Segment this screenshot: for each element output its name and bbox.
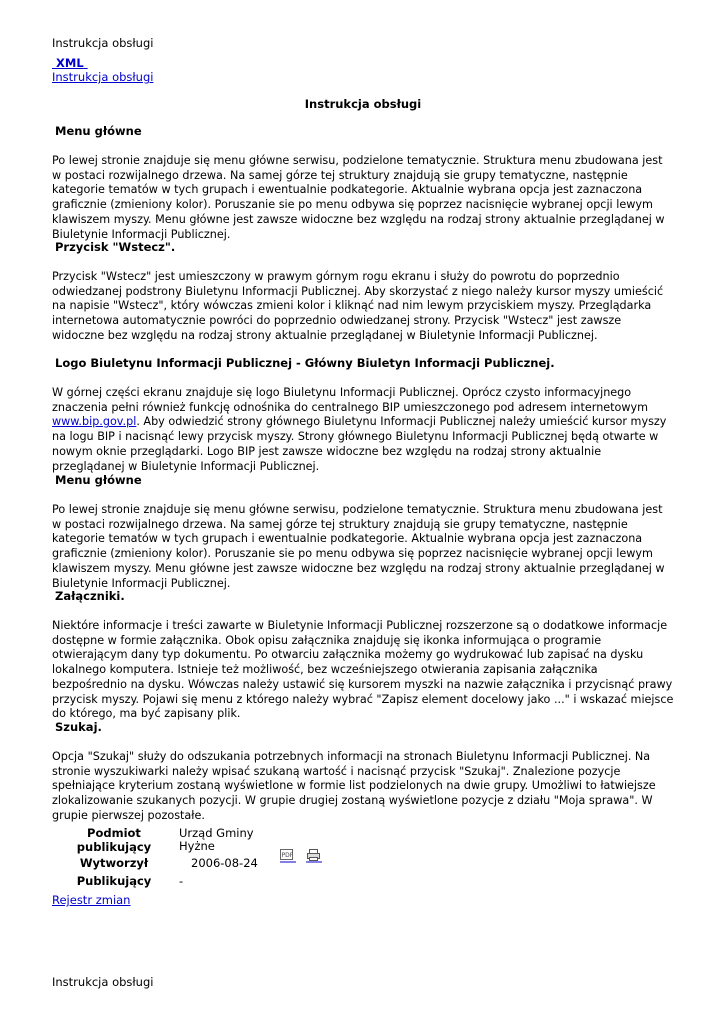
footer-title: Instrukcja obsługi bbox=[52, 975, 154, 989]
section-wstecz bbox=[52, 240, 674, 344]
breadcrumb-link[interactable]: Instrukcja obsługi bbox=[52, 70, 154, 84]
changes-register-link[interactable]: Rejestr zmian bbox=[52, 893, 131, 907]
published-value: - bbox=[179, 874, 184, 888]
breadcrumb[interactable] bbox=[52, 70, 153, 84]
xml-link[interactable] bbox=[52, 56, 88, 70]
section-logo bbox=[52, 356, 674, 474]
svg-text:PDF: PDF bbox=[281, 852, 294, 859]
xml-link-text[interactable]: XML bbox=[56, 56, 84, 70]
publisher-label: Podmiot publikujący bbox=[76, 826, 152, 854]
section-body: Po lewej stronie znajduje się menu główne serwisu, podzielone tematycznie. Struktura menu zbudowana jest w postaci rozwijalnego drzewa. Na samej górze tej struktury znajdują sie grupy tematyczne, następnie kategorie tematów w tych grupach i ewentualnie podkategorie. Aktualnie wybrana opcja jest zaznaczona graficznie (zmieniony kolor). Poruszanie sie po menu odbywa się poprzez nacisnięcie wybranej opcji lewym klawiszem myszy. Menu główne jest zawsze widoczne bez względu na rodzaj strony aktualnie przeglądanej w Biuletynie Informacji Publicznej. bbox=[52, 154, 665, 241]
section-body: Niektóre informacje i treści zawarte w Biuletynie Informacji Publicznej rozszerzone są o dodatkowe informacje dostępne w formie załącznika. Obok opisu załącznika znajduję się ikonka informująca o programie otwierającym dany typ dokumentu. Po otwarciu załącznika możemy go wydrukować lub zapisać na dysku lokalnego komputera. Istnieje też możliwość, bez wcześniejszego otwierania zapisania załącznika bezpośrednio na dysku. Wówczas należy ustawić się kursorem myszki na nazwie załącznika i przycisnąć prawy przycisk myszy. Pojawi się menu z którego należy wybrać "Zapisz element docelowy jako ..." i wskazać miejsce do którego, ma być zapisany plik. bbox=[52, 619, 674, 721]
section-body: Po lewej stronie znajduje się menu główne serwisu, podzielone tematycznie. Struktura menu zbudowana jest w postaci rozwijalnego drzewa. Na samej górze tej struktury znajdują sie grupy tematyczne, następnie kategorie tematów w tych grupach i ewentualnie podkategorie. Aktualnie wybrana opcja jest zaznaczona graficznie (zmieniony kolor). Poruszanie sie po menu odbywa się poprzez nacisnięcie wybranej opcji lewym klawiszem myszy. Menu główne jest zawsze widoczne bez względu na rodzaj strony aktualnie przeglądanej w Biuletynie Informacji Publicznej. bbox=[52, 503, 665, 590]
section-zalaczniki bbox=[52, 589, 674, 722]
section-heading: Menu główne bbox=[55, 473, 142, 487]
section-body: Opcja "Szukaj" służy do odszukania potrzebnych informacji na stronach Biuletynu Informacji Publicznej. Na stronie wyszukiwarki należy wpisać szukaną wartość i nacisnąć przycisk "Szukaj". Znalezione pozycje spełniające kryterium zostaną wyświetlone w formie list podzielonych na dwie grupy. Umożliwi to łatwiejsze zlokalizowanie szukanych pozycji. W grupie drugiej zostaną wyświetlone pozycje z działu "Moja sprawa". W grupie pierwszej pozostałe. bbox=[52, 750, 656, 822]
section-menu-glowne bbox=[52, 124, 674, 242]
published-label: Publikujący bbox=[76, 874, 152, 888]
changes-register[interactable] bbox=[52, 893, 130, 907]
section-heading: Załączniki. bbox=[55, 589, 125, 603]
section-szukaj bbox=[52, 720, 674, 824]
publisher-value: Urząd Gminy Hyżne bbox=[179, 826, 254, 853]
header-title: Instrukcja obsługi bbox=[52, 36, 154, 50]
section-menu-glowne-2 bbox=[52, 473, 674, 591]
section-heading: Szukaj. bbox=[55, 720, 102, 734]
page-title: Instrukcja obsługi bbox=[304, 97, 422, 111]
created-label: Wytworzył bbox=[79, 856, 149, 870]
section-heading: Menu główne bbox=[55, 124, 142, 138]
bip-link[interactable]: www.bip.gov.pl bbox=[52, 415, 137, 429]
metadata-table bbox=[52, 826, 290, 890]
pdf-icon[interactable] bbox=[280, 849, 296, 866]
document-actions bbox=[280, 849, 328, 866]
print-icon[interactable] bbox=[306, 849, 322, 866]
section-heading: Przycisk "Wstecz". bbox=[55, 240, 176, 254]
section-heading: Logo Biuletynu Informacji Publicznej - Główny Biuletyn Informacji Publicznej. bbox=[55, 356, 555, 370]
section-body: Przycisk "Wstecz" jest umieszczony w prawym górnym rogu ekranu i służy do powrotu do poprzednio odwiedzanej podstrony Biuletynu Informacji Publicznej. Aby skorzystać z niego należy kursor myszy umieścić na napisie "Wstecz", który wówczas zmieni kolor i kliknąć nad nim lewym przyciskiem myszy. Przeglądarka internetowa automatycznie powróci do poprzednio odwiedzanej strony. Przycisk "Wstecz" jest zawsze widoczne bez względu na rodzaj strony aktualnie przeglądanej w Biuletynie Informacji Publicznej. bbox=[52, 270, 664, 342]
section-body: W górnej części ekranu znajduje się logo Biuletynu Informacji Publicznej. Oprócz czysto informacyjnego znaczenia pełni również funkcję odnośnika do centralnego BIP umieszczonego pod adresem internetowym www.bip.gov.pl. Aby odwiedzić strony głównego Biuletynu Informacji Publicznej należy umieścić kursor myszy na logu BIP i nacisnąć lewy przycisk myszy. Strony głównego Biuletynu Informacji Publicznej będą otwarte w nowym oknie przeglądarki. Logo BIP jest zawsze widoczne bez względu na rodzaj strony aktualnie przeglądanej w Biuletynie Informacji Publicznej. bbox=[52, 386, 667, 473]
created-value: 2006-08-24 bbox=[191, 856, 258, 870]
